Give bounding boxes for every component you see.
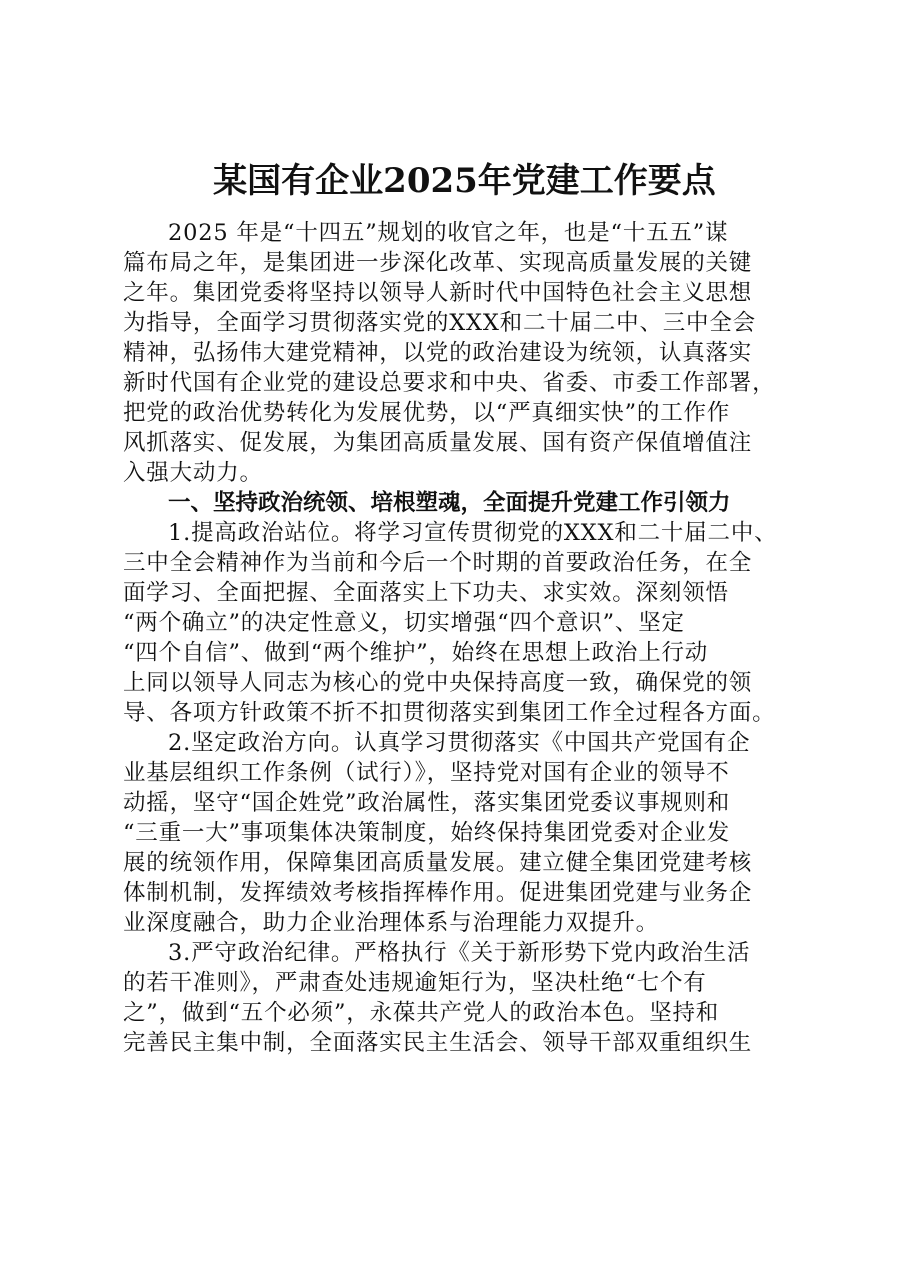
item-line: “两个确立”的决定性意义，切实增强“四个意识”、坚定	[123, 610, 685, 636]
item-line: 3.严守政治纪律。严格执行《关于新形势下党内政治生活	[168, 940, 751, 966]
item-line: 动摇，坚守“国企姓党”政治属性，落实集团党委议事规则和	[123, 790, 731, 816]
section-item-1	[123, 518, 806, 728]
intro-line: 为指导，全面学习贯彻落实党的XXX和二十届二中、三中全会	[123, 310, 756, 336]
item-line: 展的统领作用，保障集团高质量发展。建立健全集团党建考核	[123, 850, 753, 876]
section-heading: 一、坚持政治统领、培根塑魂，全面提升党建工作引领力	[168, 490, 731, 516]
item-line: 导、各项方针政策不折不扣贯彻落实到集团工作全过程各方面。	[123, 700, 776, 726]
intro-line: 2025 年是“十四五”规划的收官之年，也是“十五五”谋	[168, 220, 729, 246]
item-line: 1.提高政治站位。将学习宣传贯彻党的XXX和二十届二中、	[168, 520, 778, 546]
intro-paragraph	[123, 218, 806, 488]
item-line: 三中全会精神作为当前和今后一个时期的首要政治任务，在全	[123, 550, 753, 576]
item-line: 业基层组织工作条例（试行）》，坚持党对国有企业的领导不	[123, 760, 730, 786]
intro-line: 精神，弘扬伟大建党精神，以党的政治建设为统领，认真落实	[123, 340, 753, 366]
document-body	[123, 150, 806, 1058]
item-line: “三重一大”事项集体决策制度，始终保持集团党委对企业发	[123, 820, 731, 846]
document-title: 某国有企业2025年党建工作要点	[213, 161, 716, 201]
item-line: 之”，做到“五个必须”，永葆共产党人的政治本色。坚持和	[123, 1000, 720, 1026]
item-line: 完善民主集中制，全面落实民主生活会、领导干部双重组织生	[123, 1030, 753, 1056]
item-line: 业深度融合，助力企业治理体系与治理能力双提升。	[123, 910, 659, 936]
item-line: “四个自信”、做到“两个维护”，始终在思想上政治上行动	[123, 640, 709, 666]
item-line: 面学习、全面把握、全面落实上下功夫、求实效。深刻领悟	[123, 580, 729, 606]
section-item-2	[123, 728, 806, 938]
intro-line: 风抓落实、促发展，为集团高质量发展、国有资产保值增值注	[123, 430, 753, 456]
item-line: 上同以领导人同志为核心的党中央保持高度一致，确保党的领	[123, 670, 753, 696]
item-line: 体制机制，发挥绩效考核指挥棒作用。促进集团党建与业务企	[123, 880, 753, 906]
intro-line: 新时代国有企业党的建设总要求和中央、省委、市委工作部署，	[123, 370, 776, 396]
intro-line: 篇布局之年，是集团进一步深化改革、实现高质量发展的关键	[123, 250, 753, 276]
intro-line: 之年。集团党委将坚持以领导人新时代中国特色社会主义思想	[123, 280, 753, 306]
section-item-3	[123, 938, 806, 1058]
intro-line: 把党的政治优势转化为发展优势，以“严真细实快”的工作作	[123, 400, 731, 426]
item-line: 2.坚定政治方向。认真学习贯彻落实《中国共产党国有企	[168, 730, 751, 756]
item-line: 的若干准则》，严肃查处违规逾矩行为，坚决杜绝“七个有	[123, 970, 707, 996]
intro-line: 入强大动力。	[123, 460, 263, 486]
